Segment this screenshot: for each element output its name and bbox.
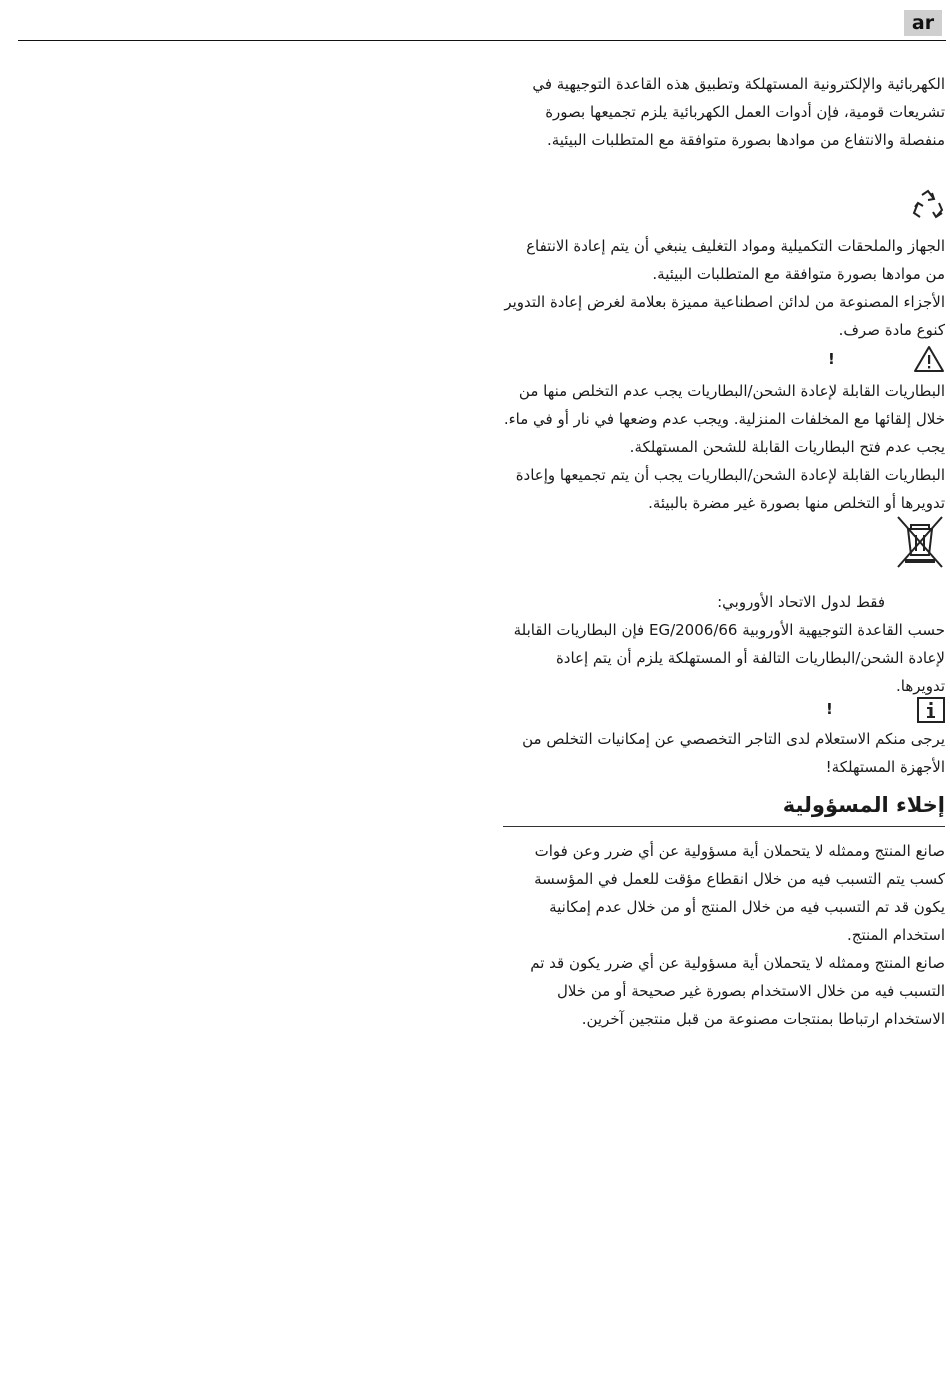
section-disposal-intro (503, 70, 945, 154)
paragraph-battery-warning: البطاريات القابلة لإعادة الشحن/البطاريات يجب عدم التخلص منها من خلال إلقائها مع المخلفات المنزلية. ويجب عدم وضعها في نار أو في ماء. يجب عدم فتح البطاريات القابلة للشحن المستهلكة. (503, 382, 945, 456)
section-disclaimer (503, 837, 945, 1033)
paragraph-electrical-disposal: الكهربائية والإلكترونية المستهلكة وتطبيق هذه القاعدة التوجيهية في تشريعات قومية، فإن أدوات العمل الكهربائية يلزم تجميعها بصورة منفصلة والانتفاع من موادها بصورة متوافقة مع المتطلبات البيئية. (532, 75, 945, 149)
section-recycling (503, 232, 945, 344)
recycle-icon (911, 189, 945, 221)
paragraph-eu-directive: حسب القاعدة التوجيهية الأوروبية 2006/66/EG فإن البطاريات القابلة لإعادة الشحن/البطاريات التالفة أو المستهلكة يلزم أن يتم إعادة تدويرها. (513, 621, 945, 695)
paragraph-disclaimer-2: صانع المنتج وممثله لا يتحملان أية مسؤولية عن أي ضرر يكون قد تم التسبب فيه من خلال الاستخدام بصورة غير صحيحة أو من خلال الاستخدام ارتباطا بمنتجات مصنوعة من قبل منتجين آخرين. (530, 954, 945, 1028)
crossed-bin-icon (895, 515, 945, 569)
paragraph-eu-only: فقط لدول الاتحاد الأوروبي: (717, 593, 885, 611)
paragraph-plastics: الأجزاء المصنوعة من لدائن اصطناعية مميزة بعلامة لغرض إعادة التدوير كنوع مادة صرف. (504, 293, 945, 339)
paragraph-disclaimer-1: صانع المنتج وممثله لا يتحملان أية مسؤولية عن أي ضرر وعن فوات كسب يتم التسبب فيه من خلال انقطاع مؤقت للعمل في المؤسسة يكون قد تم التسبب فيه من خلال المنتج أو من خلال عدم إمكانية استخدام المنتج. (534, 842, 945, 944)
paragraph-packaging: الجهاز والملحقات التكميلية ومواد التغليف ينبغي أن يتم إعادة الانتفاع من موادها بصورة متوافقة مع المتطلبات البيئية. (526, 237, 945, 283)
section-eu (503, 588, 945, 700)
warning-triangle-icon (913, 345, 945, 373)
info-mark: ! (826, 700, 833, 718)
language-badge: ar (904, 10, 942, 36)
info-icon (917, 697, 945, 723)
paragraph-battery-recycle: البطاريات القابلة لإعادة الشحن/البطاريات يجب أن يتم تجميعها وإعادة تدويرها أو التخلص منها بصورة غير مضرة بالبيئة. (515, 466, 945, 512)
header-divider (18, 40, 946, 41)
disclaimer-title: إخلاء المسؤولية (782, 793, 945, 817)
paragraph-dealer-inquiry: يرجى منكم الاستعلام لدى التاجر التخصصي عن إمكانيات التخلص من الأجهزة المستهلكة! (522, 730, 945, 776)
section-dealer (503, 725, 945, 781)
disclaimer-divider (503, 826, 945, 827)
warning-mark: ! (828, 350, 835, 368)
disclaimer-header (503, 790, 945, 820)
section-batteries (503, 377, 945, 517)
